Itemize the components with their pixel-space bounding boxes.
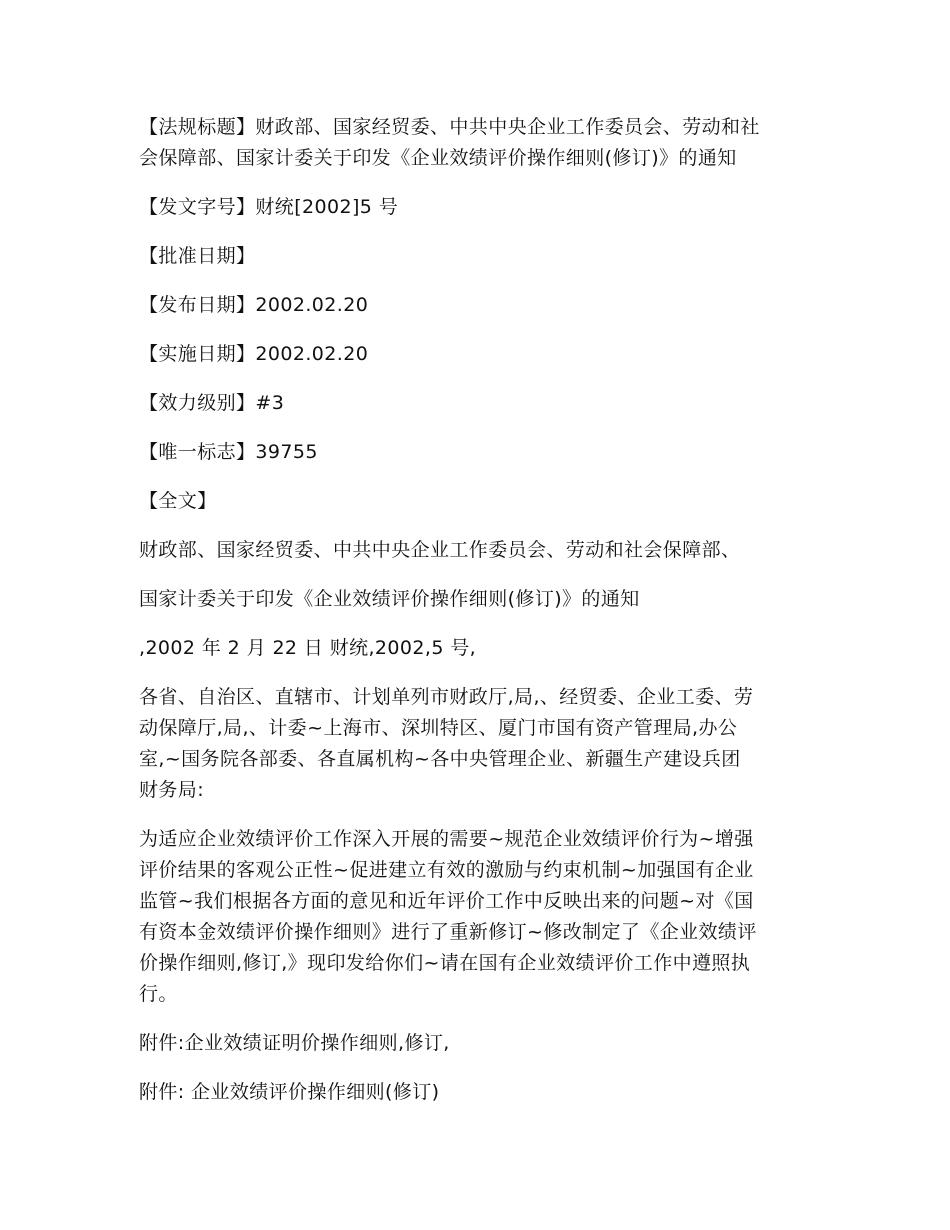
doc-number: 【发文字号】财统[2002]5 号 bbox=[139, 196, 399, 218]
paragraph-line: 有资本金效绩评价操作细则》进行了重新修订~修改制定了《企业效绩评 bbox=[139, 921, 757, 943]
notice-heading-line-2: 国家计委关于印发《企业效绩评价操作细则(修订)》的通知 bbox=[139, 588, 640, 610]
paragraph-line: 动保障厅,局,、计委~上海市、深圳特区、厦门市国有资产管理局,办公 bbox=[139, 717, 738, 739]
paragraph-line: 价操作细则,修订,》现印发给你们~请在国有企业效绩评价工作中遵照执 bbox=[139, 952, 751, 974]
date-reference: ,2002 年 2 月 22 日 财统,2002,5 号, bbox=[139, 637, 477, 659]
addressee-paragraph bbox=[139, 682, 811, 806]
paragraph-line: 室,~国务院各部委、各直属机构~各中央管理企业、新疆生产建设兵团 bbox=[139, 748, 741, 770]
paragraph-line: 财务局: bbox=[139, 779, 205, 801]
effective-date: 【实施日期】2002.02.20 bbox=[139, 343, 369, 365]
attachment-line-1: 附件:企业效绩证明价操作细则,修订, bbox=[139, 1032, 450, 1054]
fulltext-label: 【全文】 bbox=[139, 490, 217, 512]
main-paragraph bbox=[139, 824, 811, 1010]
paragraph-line: 为适应企业效绩评价工作深入开展的需要~规范企业效绩评价行为~增强 bbox=[139, 828, 754, 850]
validity-level: 【效力级别】#3 bbox=[139, 392, 285, 414]
publish-date: 【发布日期】2002.02.20 bbox=[139, 294, 369, 316]
law-title-line: 【法规标题】财政部、国家经贸委、中共中央企业工作委员会、劳动和社 bbox=[139, 116, 760, 138]
paragraph-line: 监管~我们根据各方面的意见和近年评价工作中反映出来的问题~对《国 bbox=[139, 890, 754, 912]
law-title-line: 会保障部、国家计委关于印发《企业效绩评价操作细则(修订)》的通知 bbox=[139, 147, 737, 169]
notice-heading-line-1: 财政部、国家经贸委、中共中央企业工作委员会、劳动和社会保障部、 bbox=[139, 539, 741, 561]
approval-date: 【批准日期】 bbox=[139, 245, 256, 267]
paragraph-line: 评价结果的客观公正性~促进建立有效的激励与约束机制~加强国有企业 bbox=[139, 859, 754, 881]
paragraph-line: 各省、自治区、直辖市、计划单列市财政厅,局,、经贸委、企业工委、劳 bbox=[139, 686, 754, 708]
unique-id: 【唯一标志】39755 bbox=[139, 441, 318, 463]
attachment-line-2: 附件: 企业效绩评价操作细则(修订) bbox=[139, 1081, 440, 1103]
document-page bbox=[139, 112, 811, 1108]
law-title bbox=[139, 112, 811, 174]
paragraph-line: 行。 bbox=[139, 983, 178, 1005]
